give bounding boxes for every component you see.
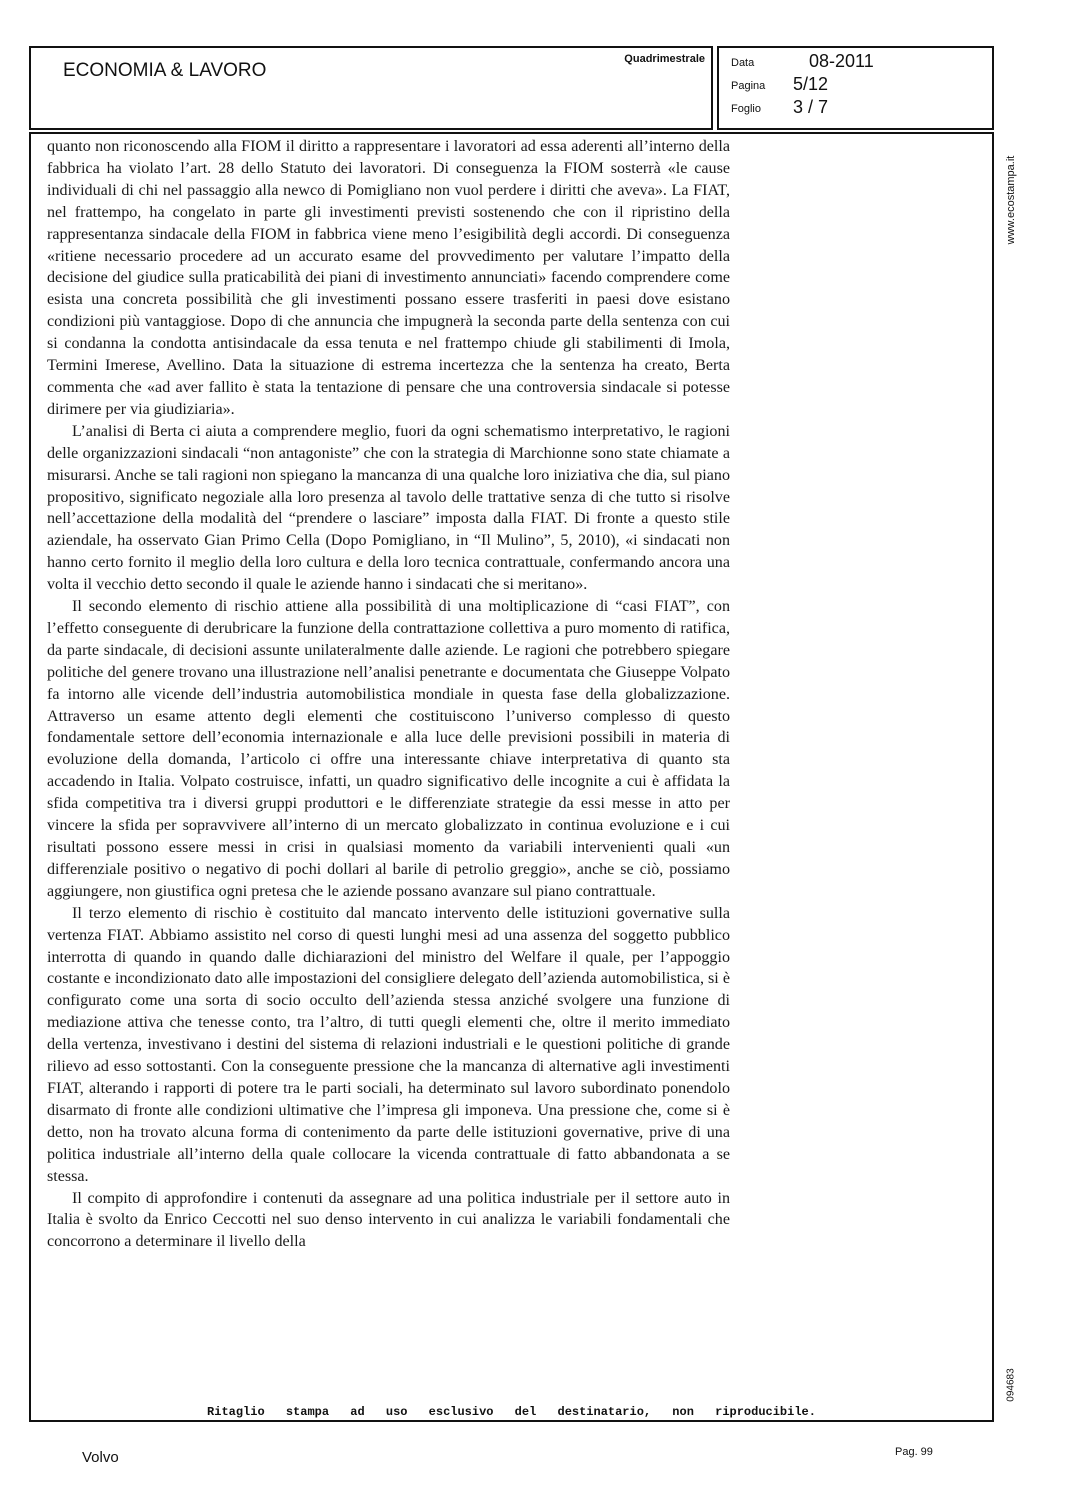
publication-header bbox=[29, 46, 713, 130]
article-paragraph: Il compito di approfondire i contenuti da assegnare ad una politica industriale per il settore auto in Italia è svolto da Enrico Ceccotti nel suo denso intervento in cui analizza le variabili fondamentali che concorrono a determinare il livello della bbox=[47, 1189, 730, 1251]
article-paragraph: Il secondo elemento di rischio attiene alla possibilità di una moltiplicazione di “casi FIAT”, con l’effetto conseguente di derubricare la funzione della contrattazione collettiva a puro momento di ratifica, da parte sindacale, di decisioni assunte unilateralmente dalle aziende. Le ragioni che potrebbero spiegare politiche del genere trovano una illustrazione nell’analisi penetrante e documentata che Giuseppe Volpato fa intorno alle vicende dell’industria automobilistica mondiale in questa fase della globalizzazione. Attraverso un esame attento degli elementi che costituiscono l’universo complesso di questo fondamentale settore dell’economia internazionale e alla luce delle previsioni possibili in materia di evoluzione della domanda, l’articolo ci offre una interessante chiave interpretativa di quanto sta accadendo in Italia. Volpato costruisce, infatti, un quadro significativo delle incognite a cui è affidata la sfida competitiva tra i diversi gruppi produttori e le differenziate strategie da essi messe in atto per vincere la sfida per sopravvivere all’interno di un mercato globalizzato in continua evoluzione e i cui risultati possono essere messi in crisi in qualsiasi momento da variabili intervenienti quali «un differenziale positivo o negativo di pochi dollari al barile di petrolio greggio», anche se ciò, possiamo aggiungere, non giustifica ogni pretesa che le aziende possano avanzare sul piano contrattuale. bbox=[47, 598, 730, 900]
frequency-label: Quadrimestrale bbox=[624, 53, 705, 65]
article-paragraph: L’analisi di Berta ci aiuta a comprendere meglio, fuori da ogni schematismo interpretativo, le ragioni delle organizzazioni sindacali “non antagoniste” che con la strategia di Marchionne sono state chiamate a misurarsi. Anche se tali ragioni non spiegano la mancanza di una qualche loro iniziativa che dia, sul piano propositivo, significato negoziale alla loro presenza al tavolo delle trattative senza di che tutto si risolve nell’accettazione della modalità del “prendere o lasciare” imposta dalla FIAT. Di fronte a questo stile aziendale, ha osservato Gian Primo Cella (Dopo Pomigliano, in “Il Mulino”, 5, 2010), «i sindacati non hanno certo fornito il meglio della loro cultura e della loro tecnica contrattuale, confermando ancora una volta il vecchio detto secondo il quale le aziende hanno i sindacati che si meritano». bbox=[47, 422, 730, 594]
sheet-value: 3 / 7 bbox=[793, 97, 829, 117]
side-website-text: www.ecostampa.it bbox=[1005, 155, 1017, 245]
article-text bbox=[47, 136, 730, 1253]
client-name: Volvo bbox=[82, 1449, 119, 1466]
publication-title: ECONOMIA & LAVORO bbox=[63, 60, 267, 81]
date-value: 08-2011 bbox=[809, 51, 874, 71]
page-value: 5/12 bbox=[793, 74, 829, 94]
article-paragraph: Il terzo elemento di rischio è costituito dal mancato intervento delle istituzioni governative sulla vertenza FIAT. Abbiamo assistito nel corso di questi lunghi mesi ad una assenza del soggetto pubblico interrotta di quando in quando dalle dichiarazioni del ministro del Welfare il quale, per l’appoggio costante e incondizionato dato alle impostazioni del consigliere delegato dell’azienda automobilistica, si è configurato come una sorta di socio occulto dell’azienda stessa anziché svolgere una funzione di mediazione attiva che tenesse conto, tra l’altro, di tutti quegli elementi che, oltre il merito immediato della vertenza, investivano i destini del sistema di relazioni industriali e le questioni politiche di grande rilievo ad esso sottostanti. Con la conseguente pressione che la mancanza di alternative agli investimenti FIAT, alterando i rapporti di potere tra le parti sociali, ha determinato sul lavoro subordinato ponendolo disarmato di fronte alle condizioni ultimative che l’impresa gli imponeva. Una pressione che, come si è detto, non ha trovato alcuna forma di contenimento da parte delle istituzioni governative, prive di una politica industriale all’interno della quale collocare la vicenda contrattuale di fatto abbandonata a se stessa. bbox=[47, 904, 730, 1185]
date-label: Data bbox=[731, 57, 755, 69]
page-label: Pagina bbox=[731, 80, 766, 92]
issue-meta bbox=[717, 46, 994, 130]
sheet-label: Foglio bbox=[731, 103, 761, 115]
article-paragraph: quanto non riconoscendo alla FIOM il diritto a rappresentare i lavoratori ad essa aderenti all’interno della fabbrica ha violato l’art. 28 dello Statuto dei lavoratori. Di conseguenza la FIOM sosterrà «le cause individuali di chi nel passaggio alla newco di Pomigliano non vuol perdere i diritti che aveva». La FIAT, nel frattempo, ha congelato in parte gli investimenti previsti sostenendo che con il ripristino della rappresentanza sindacale della FIOM in fabbrica viene meno l’esigibilità degli accordi. Di conseguenza «ritiene necessario procedere ad un accurato esame del provvedimento per valutare l’impatto della decisione del giudice sulla praticabilità dei piani di investimento annunciati» facendo comprendere come esista una concreta possibilità che gli investimenti possano essere trasferiti in paesi dove esistano condizioni più vantaggiose. Dopo di che annuncia che impugnerà la seconda parte della sentenza con cui si condanna la condotta antisindacale da essa tenuta e nel frattempo chiude gli stabilimenti di Imola, Termini Imerese, Avellino. Data la situazione di estrema incertezza che la sentenza ha creato, Berta commenta che «ad aver fallito è stata la tentazione di pensare che una controversia sindacale si potesse dirimere per via giudiziaria». bbox=[47, 138, 730, 418]
side-website bbox=[1004, 140, 1018, 260]
article-clipping bbox=[29, 132, 994, 1422]
side-code-text: 094683 bbox=[1005, 1368, 1017, 1402]
page-number: Pag. 99 bbox=[895, 1446, 933, 1458]
clipping-notice: Ritaglio stampa ad uso esclusivo del destinatario, non riproducibile. bbox=[207, 1405, 816, 1419]
side-code bbox=[1004, 1360, 1018, 1410]
